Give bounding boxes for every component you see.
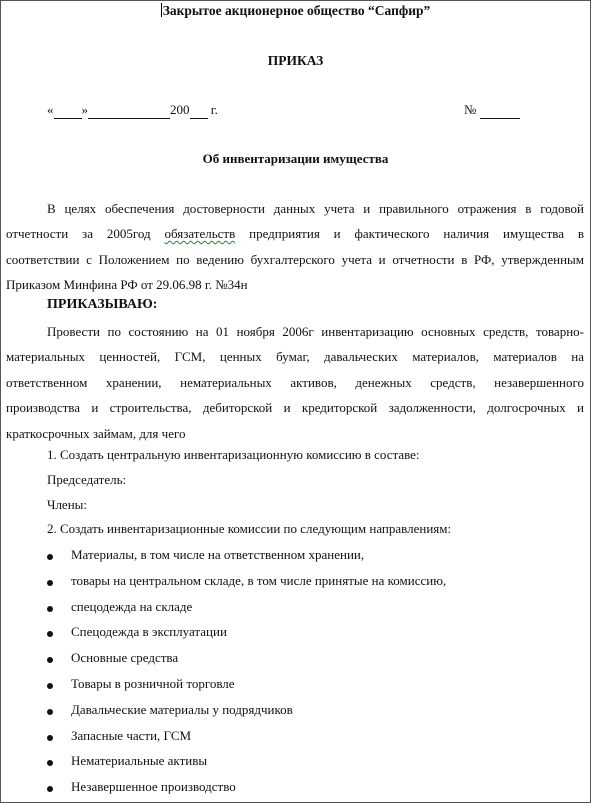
body-line: Провести по состоянию на 01 ноября 2006г инвентаризацию основных средств, товарно- [47, 324, 584, 339]
list-item-text: товары на центральном складе, в том числе принятые на комиссию, [71, 572, 447, 588]
spellcheck-underline: обязательств [164, 226, 236, 241]
body-line: ответственном хранении, нематериальных активов, денежных средств, незавершенного [6, 374, 584, 390]
year-blank [190, 102, 208, 119]
intro-line: В целях обеспечения достоверности данных учета и правильного отражения в годовой [47, 201, 584, 216]
bullet-icon [47, 554, 53, 560]
company-name: Закрытое акционерное общество “Сапфир” [162, 3, 431, 18]
order-word: ПРИКАЗЫВАЮ: [47, 297, 158, 312]
body-paragraph [6, 344, 584, 446]
list-item-text: Запасные части, ГСМ [71, 727, 192, 743]
intro-line: соответствии с Положением по ведению бухгалтерского учета и отчетности в РФ, утвержденным [6, 251, 584, 267]
list-item-text: спецодежда на складе [71, 598, 193, 614]
body-line: материальных ценностей, ГСМ, ценных бумаг, давальческих материалов, материалов на [6, 349, 584, 364]
intro-line-with-underline: отчетности за 2005год обязательств предприятия и фактического наличия имущества в [6, 226, 585, 241]
bullet-icon [47, 735, 53, 741]
list-item-text: Товары в розничной торговле [71, 676, 235, 691]
number-sign: № [464, 102, 477, 117]
order-number [464, 102, 520, 119]
list-item-text: Давальческие материалы у подрядчиков [71, 701, 293, 717]
date-close-quote: » [81, 102, 88, 117]
body-line: производства и строительства, дебиторской и кредиторской задолженности, долгосрочных и [6, 400, 584, 415]
list-item-text: Материалы, в том числе на ответственном хранении, [71, 547, 365, 562]
day-blank [54, 102, 82, 119]
list-item-text: Основные средства [71, 650, 179, 666]
body-paragraph-first [47, 319, 584, 345]
item-1: 1. Создать центральную инвентаризационную комиссию в составе: [47, 447, 420, 462]
intro-paragraph-cont [6, 221, 584, 298]
list-item-text: Нематериальные активы [71, 753, 208, 769]
date-line [47, 102, 218, 119]
list-item-text: Спецодежда в эксплуатации [71, 624, 227, 640]
bullet-icon [47, 580, 53, 586]
number-blank [480, 102, 520, 119]
body-line: краткосрочных займам, для чего [6, 425, 186, 441]
item-2: 2. Создать инвентаризационные комиссии по следующим направлениям: [47, 521, 452, 536]
document-title: ПРИКАЗ [267, 53, 324, 68]
intro-paragraph [47, 196, 584, 222]
month-blank [88, 102, 170, 119]
members-label: Члены: [47, 497, 88, 512]
bullet-icon [47, 606, 53, 612]
order-subject: Об инвентаризации имущества [202, 151, 389, 166]
text-cursor [161, 3, 162, 17]
date-open-quote: « [47, 102, 54, 117]
bullet-icon [47, 683, 53, 689]
chairman-label: Председатель: [47, 472, 127, 487]
intro-line: Приказом Минфина РФ от 29.06.98 г. №34н [6, 277, 248, 292]
year-prefix: 200 [170, 102, 190, 117]
bullet-icon [47, 709, 53, 715]
year-suffix: г. [207, 102, 218, 117]
list-item-text: Незавершенное производство [71, 779, 236, 795]
